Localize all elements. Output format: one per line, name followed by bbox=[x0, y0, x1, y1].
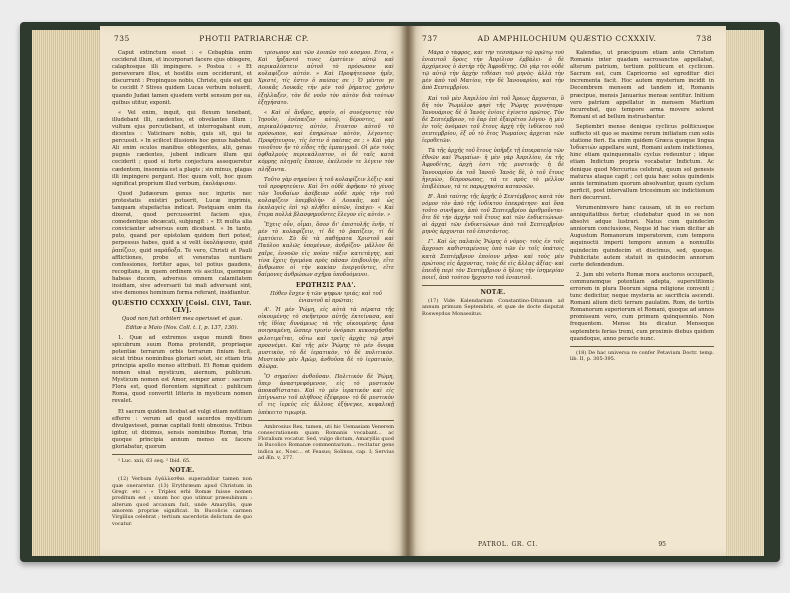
paragraph: 1. Quæ ad extremos usque mundi fines spicubrum suum Roma protendit, propriaque potentiæ terrarum orbis terrarum finium fecit, sicut tribus nominibus gloriari solet, sic etiam tria principia apollo menso attribuit. Et Romæ quidem nomen sinat mysticum, aiernum, publicum. Mysticum nomen est Amor, semper amor : sacrum Flora est, quod florentem significat : publicum Roma, quod convertit litteris in mysticum nomen revalet. bbox=[112, 334, 252, 405]
paragraph: Kalendas, ut præcipuum etiam ante Christum Romanis inter quadam sacrosanctos appellabat, alterum patrium, tertium politicum et cyclicum. Sacrum est, cum Capricorno sol egreditur dici incrementa facit. Hoc autem mysterium incidit in Decembrem mensem ad tandem id, Romanis præcipue, mensis Januarius mensæ sentitur. Initium vero patrium appellatur in mensem Martium incurrebat, quo tempore arma movere soleret Romani et ad bellum instruebantur. bbox=[570, 50, 714, 120]
right-running-head bbox=[422, 34, 712, 46]
paragraph: « Vel enim, inquit, qui flexum tenebant, illudebant illi, cædentes, et obvelantes illum : vultum ejus percutiebant, et interrogabant eum, dicentes : Vaticinare nobis, quis sit, qui te percussit. » In scilicet illusionis hoc genus habebat. Ali enim oculos manibus obtegentes, alii, genas pugnis cædentes, jubent indicare illum qui ceciderit ; quod si forte conjectura assequeretur cædentem, insomnia est a plagis ; sin minus, plagas illi impingere pergunt. Hoc quum volt, hoc quum significat proprium illud verbum, ἐκολάφισαν. bbox=[112, 109, 252, 187]
question-subtitle: Quod non fuit orbiteri mea operisset et quæ. bbox=[121, 316, 243, 323]
left-page-number: 735 bbox=[114, 34, 130, 43]
notae-text: (12) Verbum ἐγάλλεσθαι superaddiur tamen non quæ oneraretur. (13) Erythræum apud Christum in Gregr. etc : « Triplex erbi Romæ fuisse nomen proditum est ; unum hoc quo utimur præsubinum : alterum quod arcanum fuit, unde Amaryllis, quæ amorem propriæ significat. In Bucolicis carmen Virgilius celebrat ; tertium sacerdotis delictum de quo vocatur. bbox=[112, 476, 252, 527]
notes-text: Ambrosius Rex, tamen, uti hic Uemasiam Venerem consecrationem quam Romanis vocabant... ac Floralium vocatur. Sed, vulgo dictum, Amaryllis quod in Bucolico Romanæ commentarium... recitatur gens indica ac, Nosc... et Feasus; Solinus, cap. I; Servius ad Æn. v, 277. bbox=[258, 423, 394, 462]
paragraph: Β'. Ἀπὸ ταύτης τῆς ἀρχῆς ὁ Σεπτέμβριος κατὰ τὸν νόμον τὸν ἀπὸ τῆς ἰνδίκτου ἐπεκράτησε· καὶ ὅσα τοῦτο συνῆψεν, ἀπὸ τοῦ Σεπτεμβρίου ἀριθμοῦνται· ὅτε δὲ τὴν ἀρχὴν τοῦ ἔτους καὶ τῶν ἐνδικτιώνων· αἱ ἀρχαὶ τῶν ἐνδικτιώνων ἀπὸ τοῦ Σεπτεμβρίου μηνὸς ἀρχονται τοῦ ἐπιστάντος. bbox=[422, 193, 564, 236]
divider bbox=[570, 346, 714, 347]
paragraph: Caput extinctum esset : « Cebaphia enim ceciderat illum, et incorporari facere ejus obiegere, calaphosque illi impingere. » Postea : « Et perseverare illos, et hostilis eum occiderunt, et discurrunt : Propinquos nobis, Christe, quis est qui te cecidit ? Stives quidem Lucas verbum noluerit, quando Judæi tamen ejusdem verbi sensum per ea, quibus utitur, exponit. bbox=[112, 50, 252, 106]
right-running-title: AD AMPHILOCHIUM QUÆSTIO CCXXXIV. bbox=[477, 34, 657, 43]
question-subtitle: Πόθεν ἔσχεν ἡ τῶν ψηφων τριάς; καὶ τοῦ ἐνιαυτοῦ αἱ πρῶται; bbox=[270, 291, 382, 305]
page-edges-right bbox=[724, 30, 764, 556]
left-page-greek-column bbox=[258, 50, 394, 530]
question-heading: ΕΡΩΤΗΣΙΣ ΡΛΔ'. bbox=[296, 281, 356, 289]
notae-text: (17) Vide Kalendarium Constantino-Ditanum ad annum primum Septembris, et quæ de docte disputat Rosweydus Monsesitus. bbox=[422, 298, 564, 317]
paragraph: Et sacrum quidem licebat ad vulgi etiam notitiam efferre : verum ad quod sacerdos mysticum divulgavisset, pœnæ capitali fonti obnoxius. Tribus igitur, ut diximus, sensis nominibus Romæ, tria quoque principia annum menso ex facere gloriabatur, quorum bbox=[112, 408, 252, 450]
patrology-footer: PATROL. GR. CI. bbox=[478, 541, 538, 548]
paragraph: Τοῦτο γὰρ σημαίνει ἡ τοῦ κολαφίζειν λέξις· καὶ τοῦ προφητεύειν. Καὶ ὅτι οὐδὲ ἀφῆκαν τὸ γένος τῶν Ἰουδαίων ἀσέβειαν οὐδὲ πρὸς τὴν τοῦ κολαφίζειν ὑπερβολὴν· ὁ Λουκᾶς, καὶ ὡς ἐκπλαγεὶς ἐπὶ τῷ πλήθει αὐτῶν, ἐπάγει· « Καὶ ἕτερα πολλὰ βλασφημοῦντες ἔλεγον εἰς αὐτόν. » bbox=[258, 176, 394, 219]
paragraph: Verumenimvero hanc causam, ut in eo rectum anniquitatibus fertur, cludebatur quod in se non absolvi adque lustrari. Natus cum quindecim anniorum conclusione, Neque id hac viam dicitur ab Augustum Romanorum imperatorem, cum tempora æquinoctii imperii tempore annum a nonnullis quindecim quindecim et discimus, sed, quoque. Publicitate autem statuit in quindecim annorum certe defendendum. bbox=[570, 204, 714, 268]
right-page-greek-column bbox=[422, 50, 564, 540]
paragraph: Καὶ τοῦ μὲν Ἀπριλίου ἐπὶ τοῦ Ἄρεως ἄρχονται, ὃ δὴ τὸν Ῥωμύλον φησὶ τῆς Ῥώμης γεννήτορα· Ἰανουάριος δὲ ὁ Ἰανὸς ἐνίοις ἐγίνετο πρῶτος. Τὸν δὲ Σεπτέμβριον, τὸ ἔαρ ἐπὶ ἐξαιρέτου λόγου· ἡ μὲν ἐν τοῖς ὀνόμασι τοῦ ἔτους ἀρχὴ τῆς ἰνδίκτου τοῦ σεπτεμβρίου, ἐξ οὗ τὸ ἔτος Ῥωμαίοις ἀρχεται τῶν ἱεροθετῶν. bbox=[422, 95, 564, 145]
question-heading: QUÆSTIO CCXXXIV [Coisl. CLVI, Taur. CLV]. bbox=[112, 300, 252, 315]
notae-label: NOTÆ. bbox=[169, 467, 195, 475]
right-page-latin-column bbox=[570, 50, 714, 520]
right-page-number-outer: 738 bbox=[696, 34, 712, 43]
paragraph: τρίσωπον καὶ τῶν λοιπῶν τοῦ κόσμου. Εἶτα, « Καὶ ἤρξαντό τινες ἐμπτύειν αὐτῷ καὶ περικαλύπτειν αὐτοῦ τὸ πρόσωπον καὶ κολαφίζειν αὐτόν. » Καὶ Προφήτευσον ἡμῖν, Χριστέ, τίς ἐστιν ὁ παίσας σε ; Ὁ μέντοι γε Λουκᾶς Λουκᾶς τὴν μὲν τοῦ ῥήματος χρῆσιν ἐξηλλαξεν, τὸν δὲ νοῦν τὸν αὐτὸν διὰ τούτων ἐξηγήσατο. bbox=[258, 50, 394, 106]
notae-label: NOTÆ. bbox=[480, 288, 506, 296]
paragraph: Α'. Ἡ μὲν Ῥώμη, εἰς αὐτὰ τὰ πέρατα τῆς οἰκουμένης τὸ σκῆπτρον αὐτῆς ἐκτείνασα, καὶ τῆς ἰδίας δυνάμεως τὰ τῆς οἰκουμένης ὅρια ποιησαμένη, ὥσπερ τρισὶν ὀνόμασι κεκοσμῆσθαι φιλοτιμεῖται, οὕτω καὶ τρεῖς ἀρχὰς τῷ μηνὶ προσνέμει. Καὶ τῆς μὲν Ῥώμης τὸ μὲν ὄνομα μυστικὸν, τὸ δὲ ἱερατικὸν, τὸ δὲ πολιτικόν. Μυστικὸν μὲν Ἀμὼρ, ἀνθοῦσα δὲ τὸ ἱερατικὸν, Φλῶρα. bbox=[258, 307, 394, 370]
footnote: ¹ Luc. xxii, 63 seq. ² Ibid. 65. bbox=[118, 458, 191, 465]
paragraph: Γ'. Καὶ ὡς παλαιὸς Ῥώμης ὁ νόμος· τοὺς ἐν τοῖς ἄρχουσι καθισταμένους ὑπὸ τῶν ἐν τοῖς ὑπάτοις κατὰ Σεπτέμβριον ἐποίουν μῆνα· καὶ τοὺς μὲν πρώτους εἰς ἄρχοντας, τοὺς δὲ εἰς ἄλλας ἀξίας· καὶ ἐπειδὴ περὶ τὸν Σεπτέμβριον ὁ ἥλιος τὴν ἰσημερίαν ποιεῖ, ἀπὸ τούτου ἤρχοντο τοῦ ἐνιαυτοῦ. bbox=[422, 239, 564, 281]
left-page bbox=[100, 26, 408, 556]
paragraph: « Καὶ οἱ ἄνδρες, φησίν, οἱ συνέχοντες τὸν Ἰησοῦν, ἐνέπαιζον αὐτῷ, δέροντες, καὶ περικαλύψαντες αὐτὸν, ἔτυπτον αὐτοῦ τὸ πρόσωπον, καὶ ἐπηρώτων αὐτὸν, λέγοντες· Προφήτευσον, τίς ἐστιν ὁ παίσας σε ; » Καὶ γὰρ τοιοῦτον ἦν τὸ εἶδος τῆς ἐμπαιγμοῦ. Οἱ μὲν τοὺς ὀφθαλμοὺς περιεκάλυπτον, οἱ δὲ ταῖς κατὰ κόρρης πληγαῖς ἔπαιον, ἐκέλευόν τε λέγειν τὸν πλήξαντα. bbox=[258, 109, 394, 173]
paragraph: Τὰ τῆς ἀρχῆς τοῦ ἔτους ὑπῆρξε τῇ ἐπικρατείᾳ τῶν ἐθνῶν καὶ Ῥωμαίων· ἡ μὲν γὰρ Ἀπριλίου, ἐκ τῆς Ἀφροδίτης, ἀρχὴ ἐστι τῆς μυστικῆς· ἡ δὲ Ἰανουαρίου ἐκ τοῦ Ἰανοῦ· Ἰανὸς δὲ, ὁ τοῦ ἔτους ἡγεμὼν, δίπροσωπος, τά τε πρὸς τὸ μέλλον ἐπιβλέπων, τά τε παρῳχηκότα κατανοῶν. bbox=[422, 148, 564, 190]
paragraph: 2. Jam ubi veteris Romæ mora auctores occuparit, communemque potentiam adepta, superstitionis errorem in plura Deorum signa religione conventi ; tunc dedicitur, neque mysteria ac sacrificia ascendi. Romani alium dicti terram paulatim. Rom, de tertiis Romanorum superiorum et Romani, quoque ad annos promissum vero, cum primum quinquennio. Non frequentem. Mense bis dicatur. Menseque septembris ferias tremi, cum proximis diebus quidem quandoque, anno peracto nunc. bbox=[570, 271, 714, 342]
right-page-number: 737 bbox=[422, 34, 438, 43]
paragraph: Quod Judæorum genus nec injuriis nec protestatis existiri potuerit, Lucæ inprimis, tanquam stupefactus indicat. Postquam enim ita dixerat, quod percusserint faciem ejus, comedentque obcæcati, subjungit : « Et multa alia convicianter adversus eum dicebant. » In tanto, puto, quand per epistolam quidem fieri potest, perpessus habes, quid a si velit ἐκολάφισαν, quid ῥαπίζειν, quid παράδοξα. Te vero, Christi et Pauli afflictiones, probe et veneratus nuntiare confessiones, fortiter agas, tel potius gaudens, recogitans, in quem ordinem vis ascitus, quemque habeas ducem, adversus omnem calamitatem insidiam, sive adversarii tui mali adversant sint, sive demones hominum forma referant, insidiantur. bbox=[112, 190, 252, 297]
right-page bbox=[408, 26, 726, 556]
footnote: (18) De hac universa re confer Petavium Doctr. temp. lib. II, p. 305-395. bbox=[570, 349, 714, 363]
paragraph: Ἔχεις οὖν, οἶμαι, ὅσον δι' ἐπιστολῆς ἐνῆν, τί μὲν τὸ κολαφίζειν, τί δὲ τὸ ῥαπίζειν, τί δὲ ἐμπτύειν. Σὺ δὲ τὰ παθήματα Χριστοῦ καὶ Παύλου καλῶς ὑπομένων, ἀνδρίζου· μᾶλλον δὲ χαῖρε, ἐννοῶν εἰς ποίαν τάξιν κατετάγης, καὶ τίνα ἔχεις ἡγεμόνα πρὸς πᾶσαν ἐπιβουλὴν, εἴτε ἄνθρωποι οἱ τὴν κακίαν ἐνεργοῦντες, εἴτε δαίμονες ἀνθρώπων σχῆμα ὑποδυόμενοι. bbox=[258, 222, 394, 278]
paragraph: Ὃ σημαίνει ἀνθοῦσαν. Πολιτικὸν δὲ Ῥώμη, ὅπερ ἀναστρεφόμενον, εἰς τὸ μυστικὸν ἀποκαθίσταται. Καὶ τὸ μὲν ἱερατικὸν καὶ εἰς ἐπίγνωσιν τοῦ πλήθους ἐξέφερον· τὸ δὲ μυστικὸν εἴ τις ἱερεὺς εἰς ἄλλους ἐξήνεγκε, κεφαλικῇ ὑπέκειτο τιμωρίᾳ. bbox=[258, 374, 394, 416]
page-edges-left bbox=[32, 30, 102, 556]
divider bbox=[422, 285, 564, 286]
left-page-latin-column bbox=[112, 50, 252, 530]
divider bbox=[112, 454, 252, 455]
paragraph: Septembri mense denique cyclicus politicusque suffecto sit quo se maxime rerum initiatum cum solis statione fieri. Ea enim quidem Græca quoque lingua Ἰνδικτιών appellare sunt, Romani autem indictiones, hinc etiam quinquennalis cyclus redeuntur ; idque etiam Indictum propria vocabatur Indictum. Ac denique quod Mercurius celebrat, quum sol genesis maturus ataque capit ; cet quia hæc solus quindenis annis terminatum quorum absolvantur, quum cyclum perficit, post intervallum tricesimum sic indictionum fieri decurrunt. bbox=[570, 123, 714, 201]
left-running-title: PHOTII PATRIARCHÆ CP. bbox=[199, 34, 309, 43]
question-reference: Editæ a Maio (Nov. Coll. t. I, p. 137, 130). bbox=[125, 325, 239, 332]
signature-number: 95 bbox=[658, 541, 666, 548]
divider bbox=[258, 420, 394, 421]
paragraph: Μάρα ὁ τάφρος, καὶ τὴν τεσσάρων τῷ πρῶτῳ τοῦ ἐνιαυτοῦ ὅροις τὴν Ἀπρίλιον ἐμβάλει· ὁ δὲ ἀρχόμενος ὁ ἀστὴρ τῆς Ἀφροδίτης. Οὐ γὰρ τοι οὐδὲ τῷ αὐτῷ τὴν ἀρχὴν τιθέασι τοῦ μηνὸς· ἀλλὰ τὴν μὲν ἀπὸ τοῦ Ματίου, τὴν δὲ Ἰανουαρίου, καὶ τὴν ἀπὸ Σεπτεμβρίου. bbox=[422, 50, 564, 92]
left-running-head bbox=[114, 34, 394, 46]
